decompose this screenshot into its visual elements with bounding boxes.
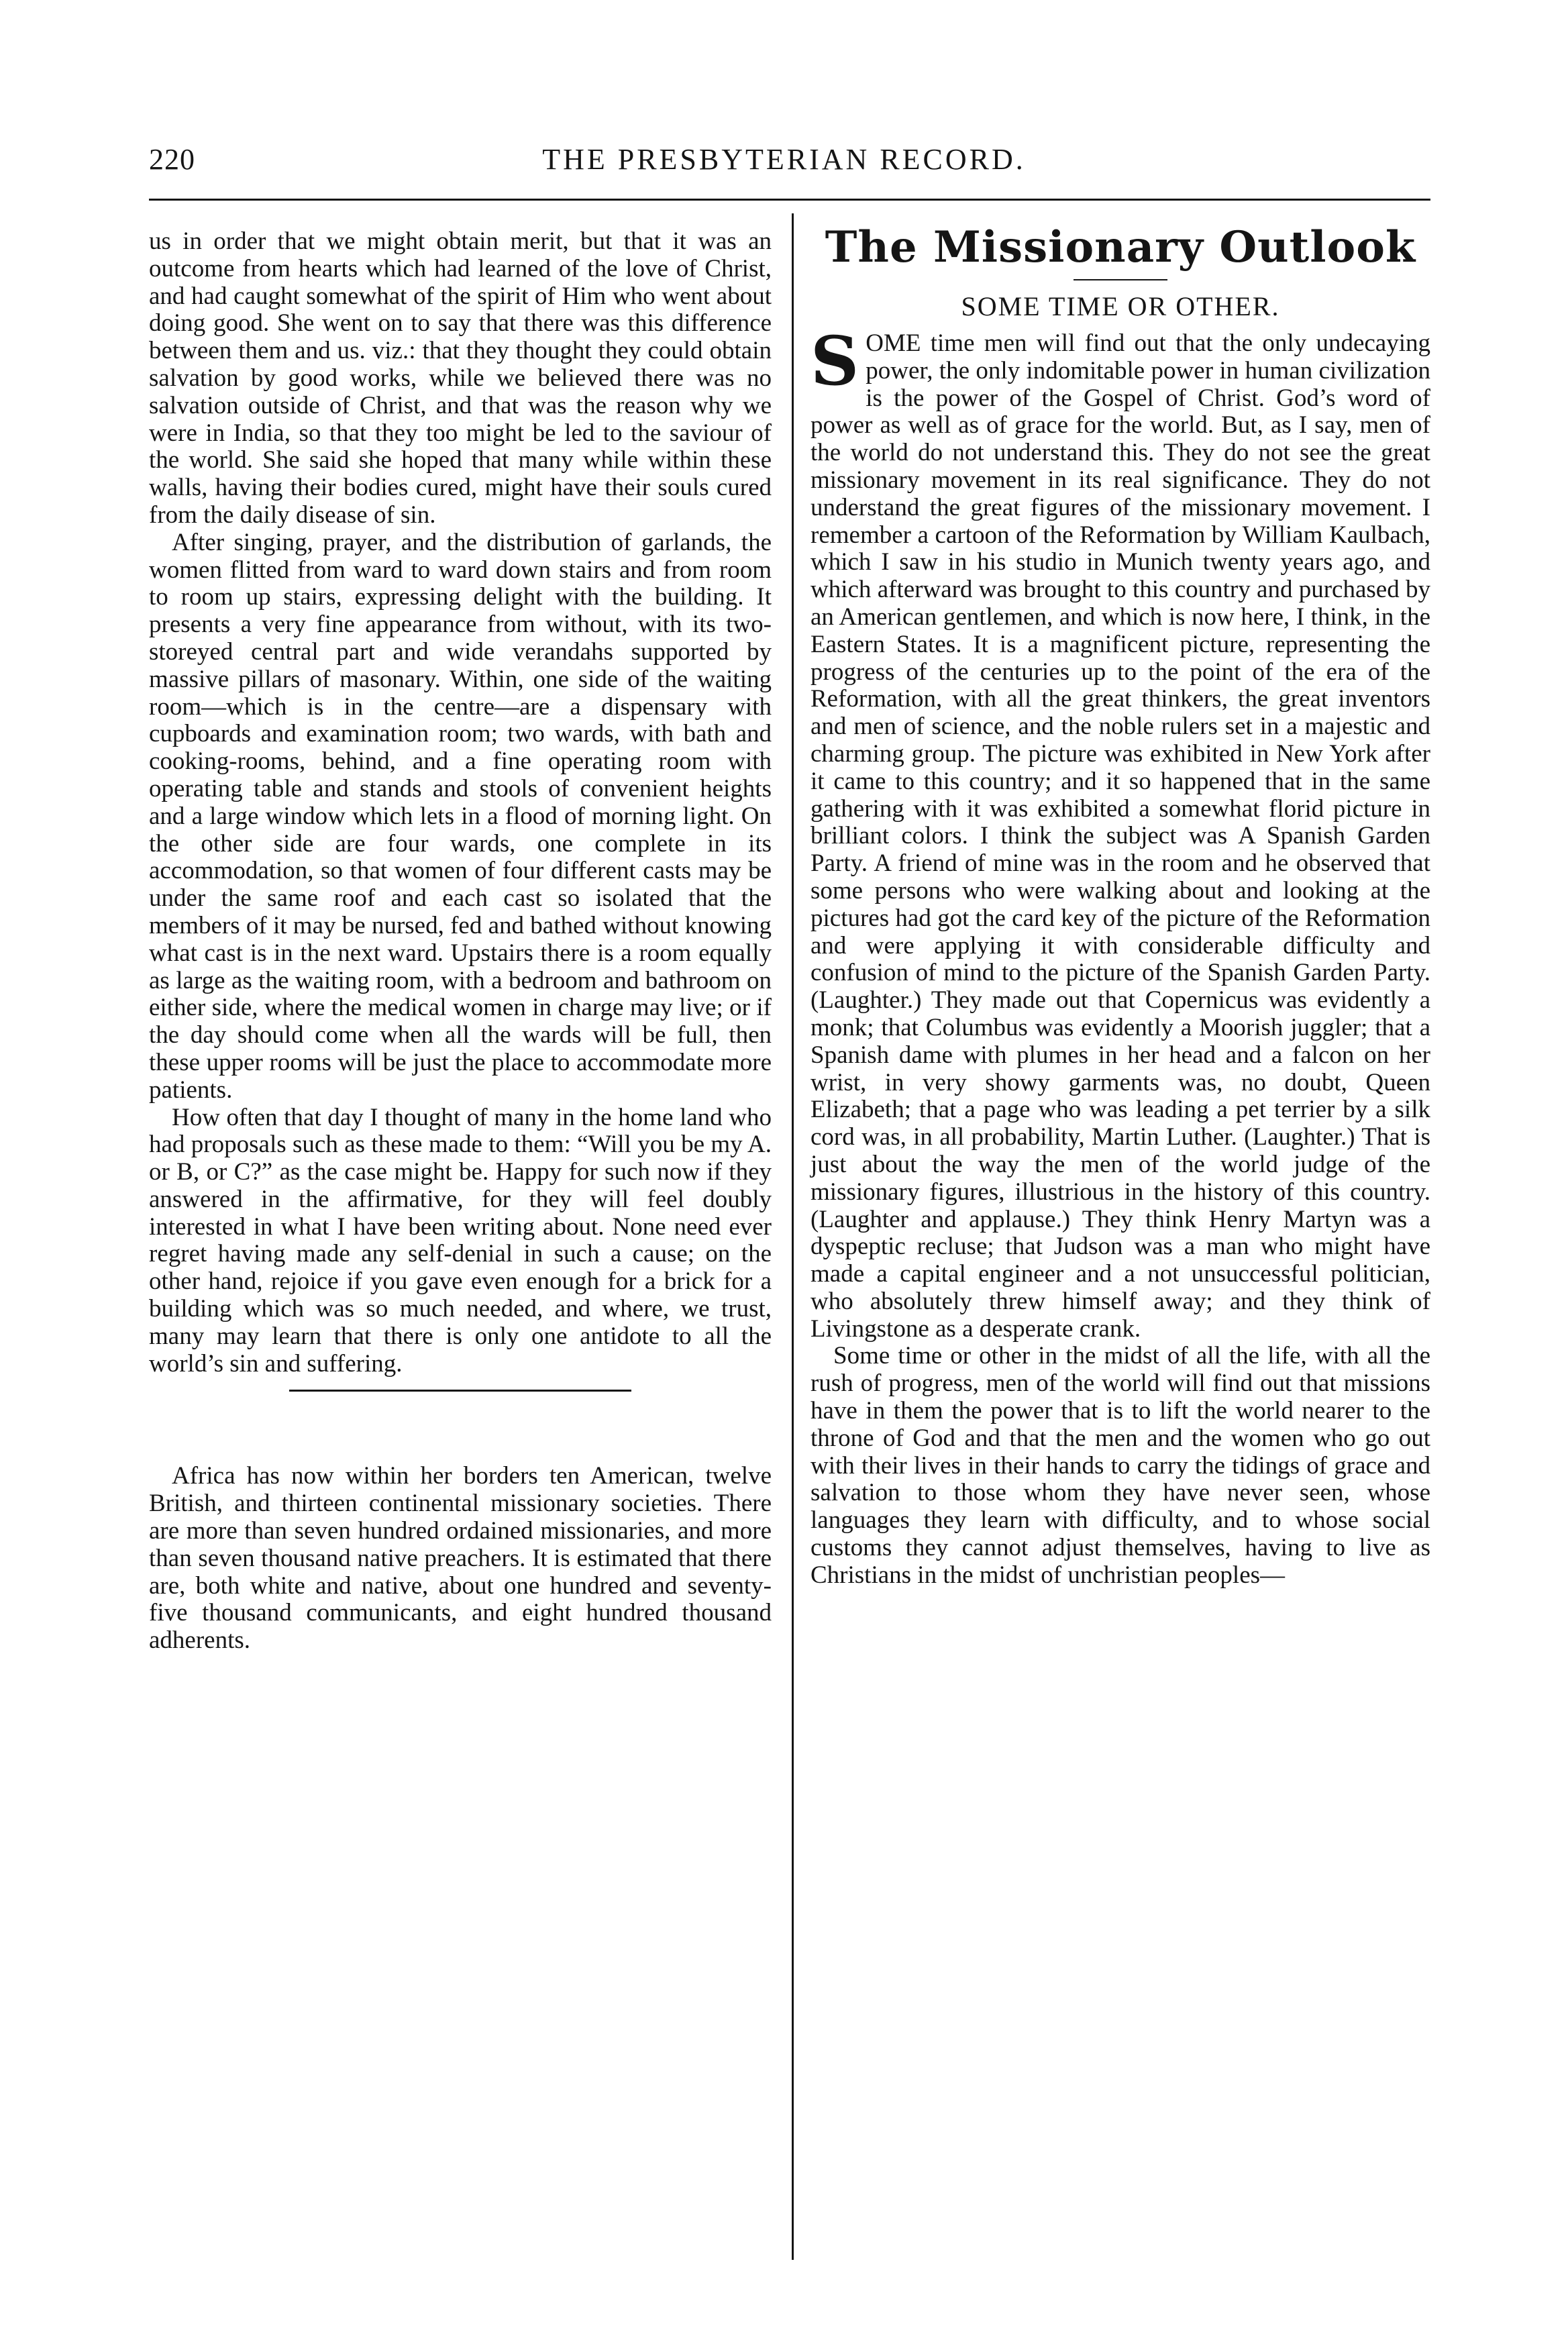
running-title: THE PRESBYTERIAN RECORD.	[542, 143, 1026, 176]
page-number: 220	[149, 143, 195, 176]
left-paragraph-1: us in order that we might obtain merit, but that it was an outcome from hearts which had learned of the love of Christ, and had caught somewhat of the spirit of Him who went about doing good. She went on to say that there was this difference between them and us. viz.: that they thought they could obtain salvation by good works, while we believed there was no salvation outside of Christ, and that was the reason why we were in India, so that they too might be led to the saviour of the world. She said she hoped that many while within these walls, having their bodies cured, might have their souls cured from the daily disease of sin.	[149, 227, 772, 529]
article-title: SOME TIME OR OTHER.	[961, 291, 1280, 321]
column-divider	[792, 213, 794, 2260]
right-paragraph-1-text: OME time men will find out that the only undecaying power, the only indomitable power in human civilization is the power of the Gospel of Christ. God’s word of power as well as of grace for the world. But, as I say, men of the world do not understand this. They do not see the great missionary movement in its real significance. They do not understand the great figures of the missionary movement. I remember a cartoon of the Reformation by William Kaulbach, which I saw in his studio in Munich twenty years ago, and which afterward was brought to this country and purchased by an American gentlemen, and which is now here, I think, in the Eastern States. It is a magnificent picture, representing the progress of the centuries up to the point of the era of the Reformation, with all the great thinkers, the great inventors and men of science, and the noble rulers set in a majestic and charming group. The picture was exhibited in New York after it came to this country; and it so happened that in the same gathering with it was exhibited a somewhat florid picture in brilliant colors. I think the subject was A Spanish Garden Party. A friend of mine was in the room and he observed that some persons who were walking about and looking at the pictures had got the card key of the picture of the Reformation and were applying it with considerable difficulty and confusion of mind to the picture of the Spanish Garden Party. (Laughter.) They made out that Copernicus was evidently a monk; that Columbus was evidently a Moorish juggler; that a Spanish dame with plumes in her head and a falcon on her wrist, in very showy garments was, no doubt, Queen Elizabeth; that a page who was leading a pet terrier by a silk cord was, in all probability, Martin Luther. (Laughter.) That is just about the way the men of the world judge of the missionary figures, illustrious in the history of this country. (Laughter and applause.) They think Henry Martyn was a dyspeptic recluse; that Judson was a man who might have made a capital engineer and a not unsuccessful politician, who absolutely threw himself away; and they think of Livingstone as a desperate crank.	[811, 329, 1430, 1343]
right-paragraph-2: Some time or other in the midst of all the life, with all the rush of progress, men of the world will find out that missions have in them the power that is to lift the world nearer to the throne of God and that the men and the women who go out with their lives in their hands to carry the tidings of grace and salvation to those whom they have never seen, whose languages they learn with difficulty, and to whose social customs they cannot adjust themselves, having to live as Christians in the midst of unchristian peoples—	[811, 1342, 1430, 1589]
section-divider	[289, 1390, 631, 1392]
right-paragraph-1	[811, 321, 1430, 1343]
drop-cap: S	[811, 321, 859, 401]
africa-paragraph: Africa has now within her borders ten American, twelve British, and thirteen continental missionary societies. There are more than seven hundred ordained missionaries, and more than seven thousand native preachers. It is estimated that there are, both white and native, about one hundred and seventy-five thousand communicants, and eight hundred thousand adherents.	[149, 1462, 772, 1655]
left-column	[149, 228, 772, 1655]
left-paragraph-2: After singing, prayer, and the distribution of garlands, the women flitted from ward to ward down stairs and from room to room up stairs, expressing delight with the building. It presents a very fine appearance from without, with its two-storeyed central part and wide verandahs supported by massive pillars of masonary. Within, one side of the waiting room—which is in the centre—are a dispensary with cupboards and examination room; two wards, with bath and cooking-rooms, behind, and a fine operating room with operating table and stands and stools of convenient heights and a large window which lets in a flood of morning light. On the other side are four wards, one complete in its accommodation, so that women of four different casts may be under the same roof and each cast so isolated that the members of it may be nursed, fed and bathed without knowing what cast is in the next ward. Upstairs there is a room equally as large as the waiting room, with a bedroom and bathroom on either side, where the medical women in charge may live; or if the day should come when all the wards will be full, then these upper rooms will be just the place to accommodate more patients.	[149, 528, 772, 1104]
heading-rule	[1074, 279, 1167, 280]
right-column	[811, 222, 1430, 1590]
header-rule	[149, 199, 1430, 201]
section-heading: The Missionary Outlook	[825, 222, 1416, 272]
left-paragraph-3: How often that day I thought of many in the home land who had proposals such as these made to them: “Will you be my A. or B, or C?” as the case might be. Happy for such now if they answered in the affirmative, for they will feel doubly interested in what I have been writing about. None need ever regret having made any self-denial in such a cause; on the other hand, rejoice if you gave even enough for a brick for a building which was so much needed, and where, we trust, many may learn that there is only one antidote to all the world’s sin and suffering.	[149, 1103, 772, 1378]
